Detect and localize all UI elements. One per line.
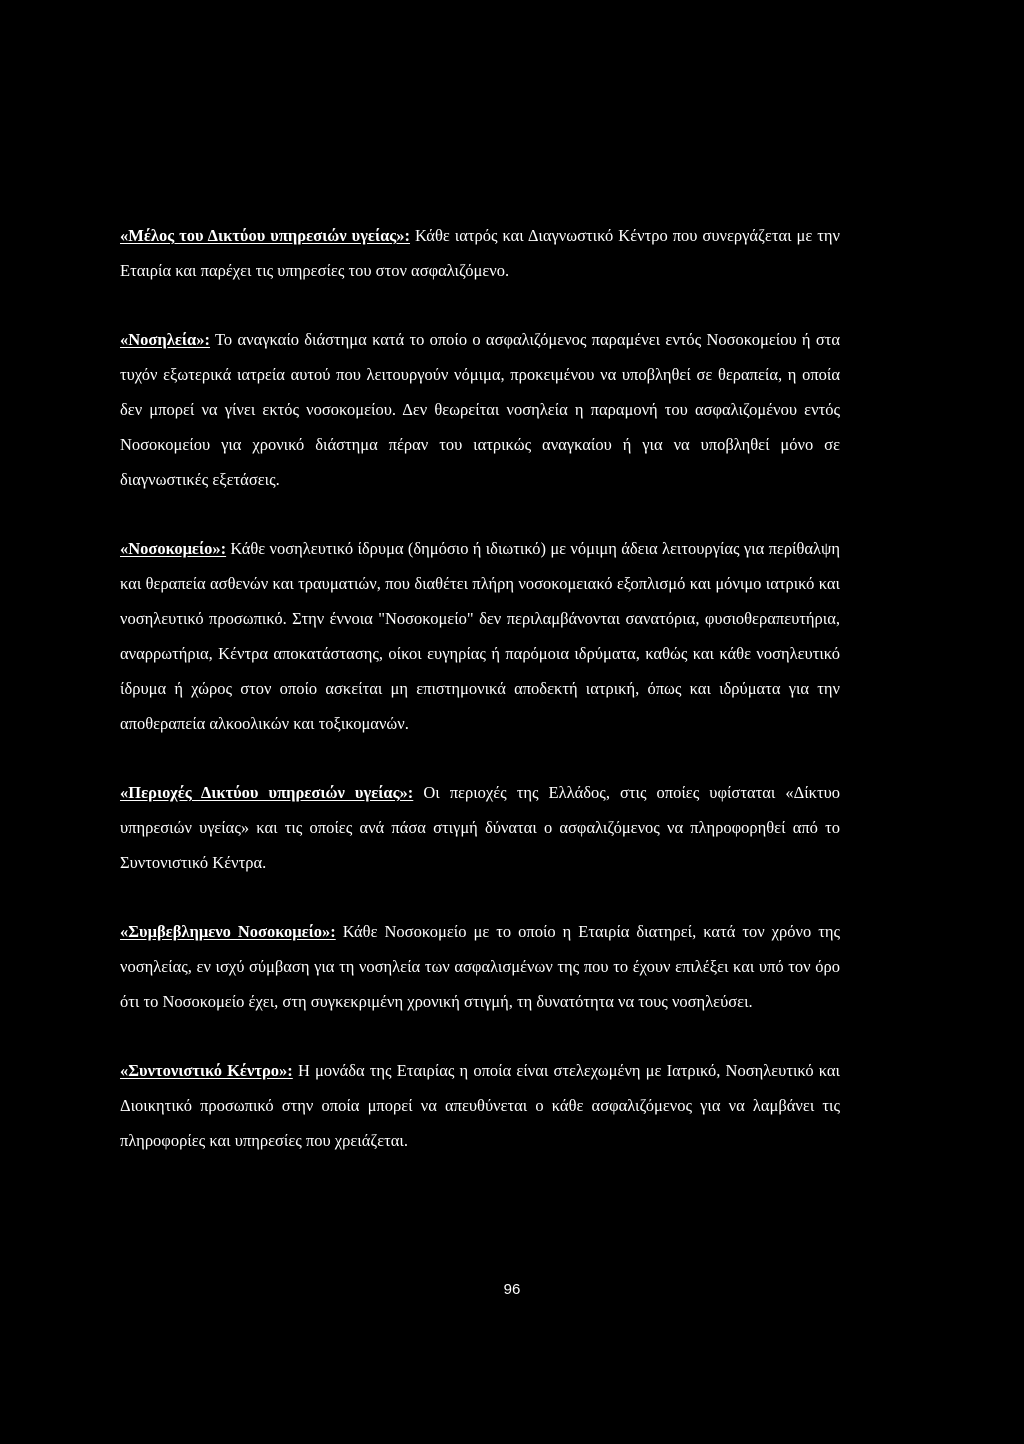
- definition-text: Οι περιοχές της Ελλάδος, στις οποίες υφίσταται «Δίκτυο υπηρεσιών υγείας» και τις οποίες ανά πάσα στιγμή δύναται ο ασφαλιζόμενος να πληροφορηθεί από το Συντονιστικό Κέντρα.: [120, 783, 841, 872]
- definition-term: «Νοσηλεία»:: [120, 330, 210, 349]
- document-page: [120, 218, 840, 1192]
- definition-text: Η μονάδα της Εταιρίας η οποία είναι στελεχωμένη με Ιατρικό, Νοσηλευτικό και Διοικητικό προσωπικό στην οποία μπορεί να απευθύνεται ο κάθε ασφαλιζόμενος για να λαμβάνει τις πληροφορίες και υπηρεσίες που χρειάζεται.: [120, 1061, 841, 1150]
- page-number: 96: [503, 1281, 521, 1298]
- definition-term: «Περιοχές Δικτύου υπηρεσιών υγείας»:: [120, 783, 414, 802]
- definition-text: Κάθε Νοσοκομείο με το οποίο η Εταιρία διατηρεί, κατά τον χρόνο της νοσηλείας, εν ισχύ σύμβαση για τη νοσηλεία των ασφαλισμένων της που το έχουν επιλέξει και υπό τον όρο ότι το Νοσοκομείο έχει, στη συγκεκριμένη χρονική στιγμή, τη δυνατότητα να τους νοσηλεύσει.: [120, 922, 840, 1011]
- definition-text: Κάθε ιατρός και Διαγνωστικό Κέντρο που συνεργάζεται με την Εταιρία και παρέχει τις υπηρεσίες του στον ασφαλιζόμενο.: [120, 226, 841, 280]
- definition-term: «Συντονιστικό Κέντρο»:: [120, 1061, 293, 1080]
- definition-hospitalization: [120, 322, 840, 497]
- definition-term: «Μέλος του Δικτύου υπηρεσιών υγείας»:: [120, 226, 410, 245]
- definition-term: «Συμβεβλημενο Νοσοκομείο»:: [120, 922, 336, 941]
- definition-term: «Νοσοκομείο»:: [120, 539, 227, 558]
- definition-member: [120, 218, 840, 288]
- definition-hospital: [120, 531, 840, 741]
- definition-contracted-hospital: [120, 914, 840, 1019]
- definition-network-areas: [120, 775, 840, 880]
- definition-text: Κάθε νοσηλευτικό ίδρυμα (δημόσιο ή ιδιωτικό) με νόμιμη άδεια λειτουργίας για περίθαλψη και θεραπεία ασθενών και τραυματιών, που διαθέτει πλήρη νοσοκομειακό εξοπλισμό και μόνιμο ιατρικό και νοσηλευτικό προσωπικό. Στην έννοια "Νοσοκομείο" δεν περιλαμβάνονται σανατόρια, φυσιοθεραπευτήρια, αναρρωτήρια, Κέντρα αποκατάστασης, οίκοι ευγηρίας ή παρόμοια ιδρύματα, καθώς και κάθε νοσηλευτικό ίδρυμα ή χώρος στον οποίο ασκείται μη επιστημονικά αποδεκτή ιατρική, όπως και ιδρύματα για την αποθεραπεία αλκοολικών και τοξικομανών.: [120, 539, 841, 733]
- definition-text: Το αναγκαίο διάστημα κατά το οποίο ο ασφαλιζόμενος παραμένει εντός Νοσοκομείου ή στα τυχόν εξωτερικά ιατρεία αυτού που λειτουργούν νόμιμα, προκειμένου να υποβληθεί σε θεραπεία, η οποία δεν μπορεί να γίνει εκτός νοσοκομείου. Δεν θεωρείται νοσηλεία η παραμονή του ασφαλιζομένου εντός Νοσοκομείου για χρονικό διάστημα πέραν του ιατρικώς αναγκαίου ή για να υποβληθεί μόνο σε διαγνωστικές εξετάσεις.: [120, 330, 840, 489]
- definition-coordination-center: [120, 1053, 840, 1158]
